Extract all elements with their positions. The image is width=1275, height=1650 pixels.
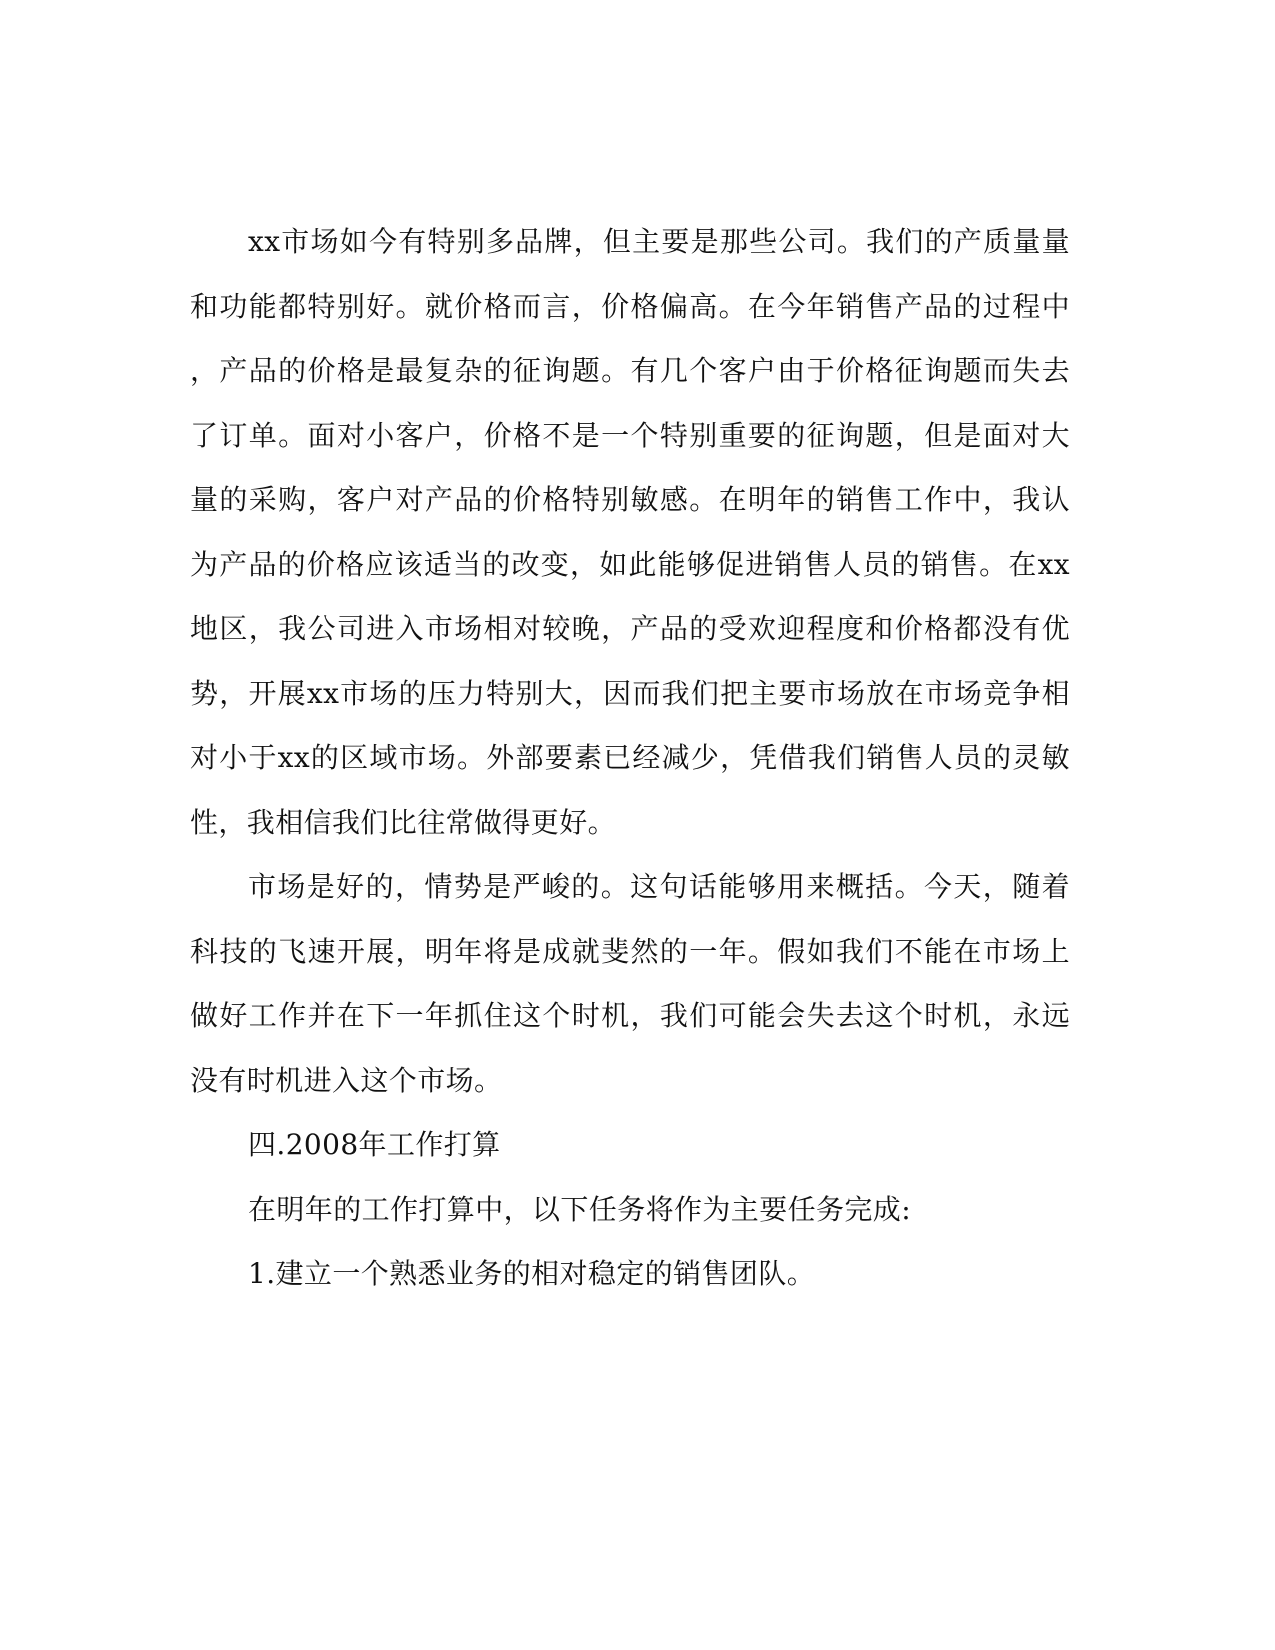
- document-body: [190, 222, 1070, 1319]
- list-item: 1.建立一个熟悉业务的相对稳定的销售团队。: [248, 1257, 816, 1290]
- section-heading: 四.2008年工作打算: [248, 1128, 501, 1161]
- paragraph-2-line: 市场是好的，情势是严峻的。这句话能够用来概括。今天，随着: [248, 870, 1070, 903]
- paragraph-2-line: 科技的飞速开展，明年将是成就斐然的一年。假如我们不能在市场上: [190, 934, 1070, 968]
- paragraph-1-line: 对小于xx的区域市场。外部要素已经减少，凭借我们销售人员的灵敏: [190, 741, 1070, 774]
- paragraph-1-line: ，产品的价格是最复杂的征询题。有几个客户由于价格征询题而失去: [190, 354, 1070, 387]
- paragraph-1-line: 性，我相信我们比往常做得更好。: [190, 805, 617, 839]
- paragraph-1-line: 为产品的价格应该适当的改变，如此能够促进销售人员的销售。在xx: [190, 547, 1070, 581]
- intro-sentence: 在明年的工作打算中，以下任务将作为主要任务完成:: [248, 1192, 912, 1226]
- paragraph-1-line: 势，开展xx市场的压力特别大，因而我们把主要市场放在市场竞争相: [190, 676, 1070, 710]
- paragraph-1-line: xx市场如今有特别多品牌，但主要是那些公司。我们的产质量量: [248, 225, 1070, 258]
- paragraph-1-line: 和功能都特别好。就价格而言，价格偏高。在今年销售产品的过程中: [190, 289, 1070, 323]
- paragraph-1-line: 量的采购，客户对产品的价格特别敏感。在明年的销售工作中，我认: [190, 483, 1070, 516]
- paragraph-2-line: 做好工作并在下一年抓住这个时机，我们可能会失去这个时机，永远: [190, 999, 1070, 1032]
- paragraph-2-line: 没有时机进入这个市场。: [190, 1063, 503, 1097]
- paragraph-1-line: 了订单。面对小客户，价格不是一个特别重要的征询题，但是面对大: [190, 418, 1070, 452]
- paragraph-1-line: 地区，我公司进入市场相对较晚，产品的受欢迎程度和价格都没有优: [190, 612, 1070, 645]
